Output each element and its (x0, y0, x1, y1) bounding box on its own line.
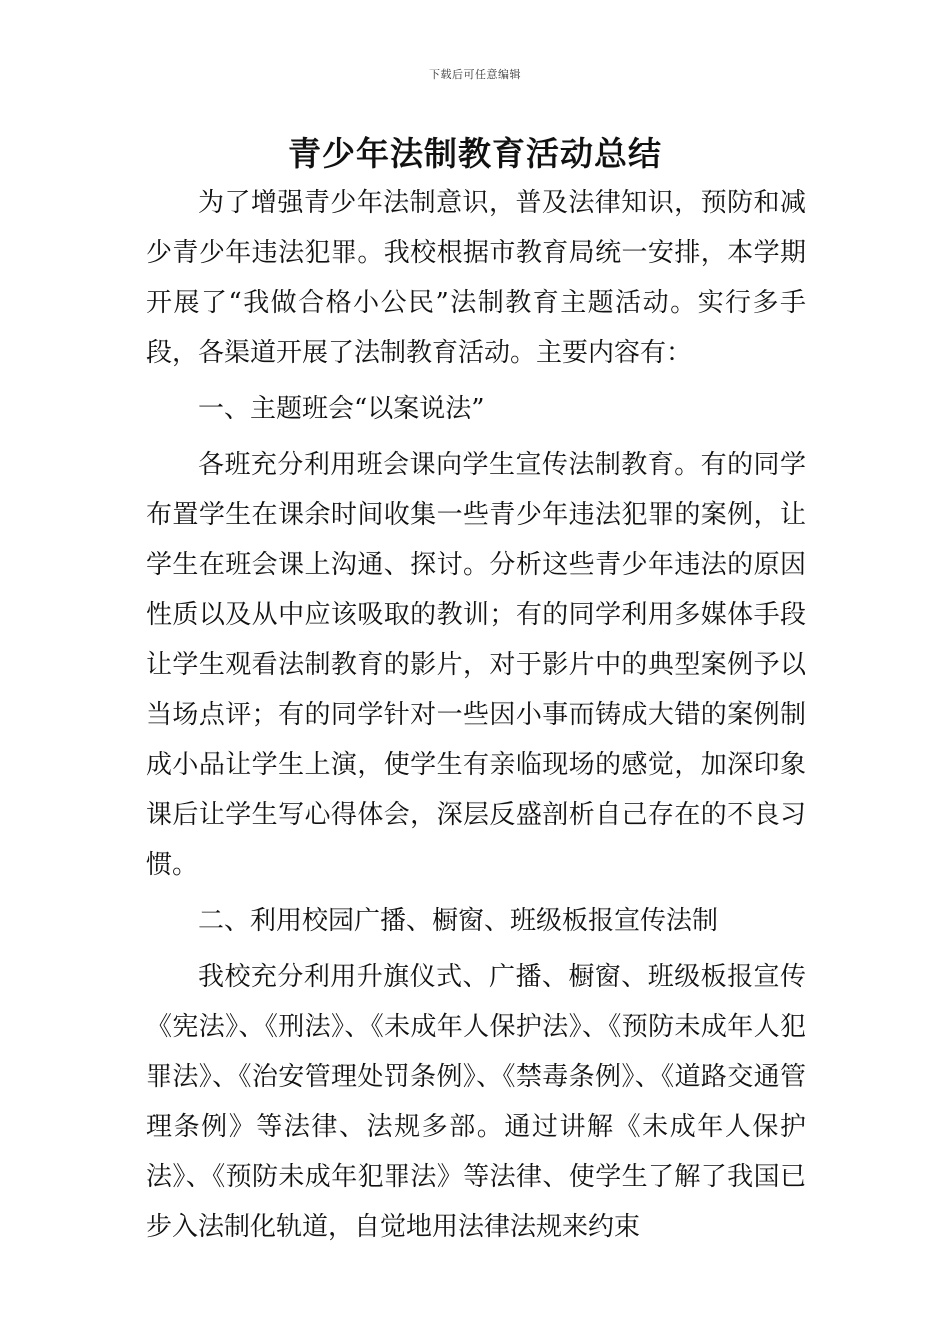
intro-paragraph: 为了增强青少年法制意识，普及法律知识，预防和减少青少年违法犯罪。我校根据市教育局统一安排，本学期开展了“我做合格小公民”法制教育主题活动。实行多手段，各渠道开展了法制教育活动。主要内容有： (146, 188, 806, 368)
section-1-paragraph: 各班充分利用班会课向学生宣传法制教育。有的同学布置学生在课余时间收集一些青少年违法犯罪的案例，让学生在班会课上沟通、探讨。分析这些青少年违法的原因性质以及从中应该吸取的教训；有的同学利用多媒体手段让学生观看法制教育的影片，对于影片中的典型案例予以当场点评；有的同学针对一些因小事而铸成大错的案例制成小品让学生上演，使学生有亲临现场的感觉，加深印象课后让学生写心得体会，深层反盛剖析自己存在的不良习惯。 (146, 450, 806, 880)
section-2-paragraph: 我校充分利用升旗仪式、广播、橱窗、班级板报宣传《宪法》、《刑法》、《未成年人保护法》、《预防未成年人犯罪法》、《治安管理处罚条例》、《禁毒条例》、《道路交通管理条例》等法律、法规多部。通过讲解《未成年人保护法》、《预防未成年犯罪法》等法律、使学生了解了我国已步入法制化轨道，自觉地用法律法规来约束 (146, 962, 806, 1242)
page-title: 青少年法制教育活动总结 (288, 134, 662, 173)
header-note: 下载后可任意编辑 (429, 68, 521, 81)
section-heading-2: 二、利用校园广播、橱窗、班级板报宣传法制 (198, 906, 719, 936)
document-body (146, 178, 806, 1252)
section-heading-1: 一、主题班会“以案说法” (198, 394, 485, 424)
